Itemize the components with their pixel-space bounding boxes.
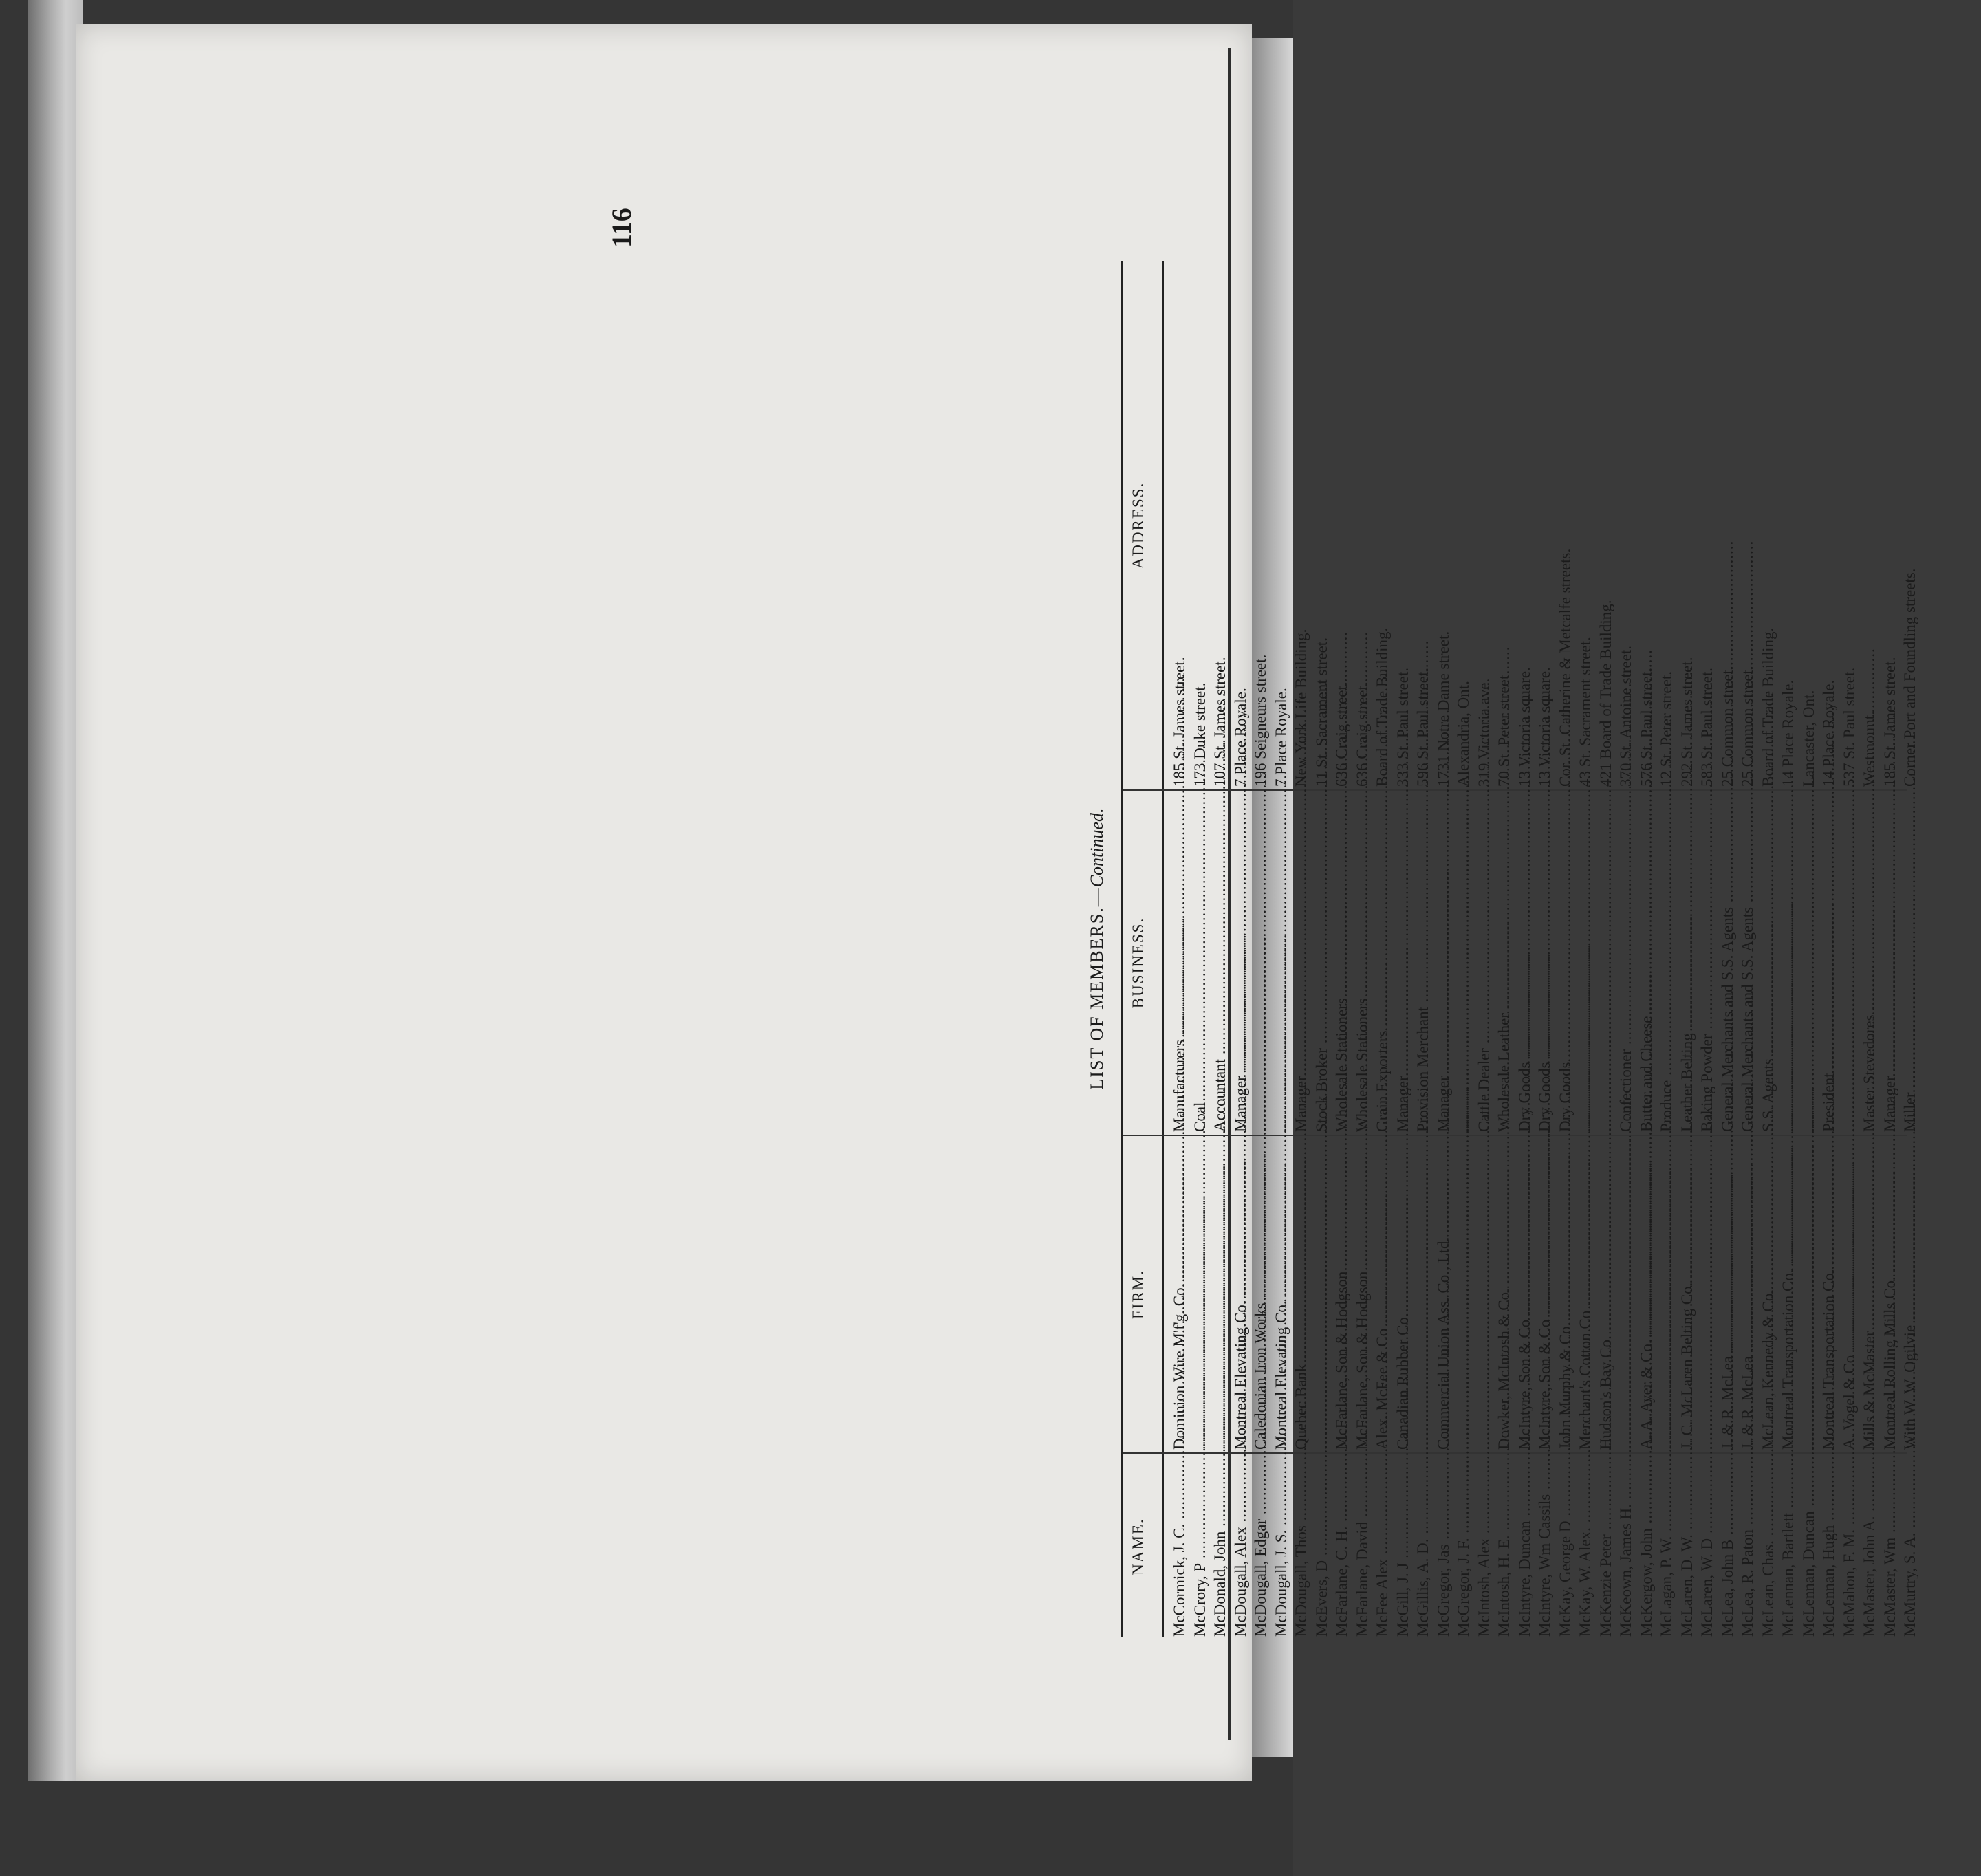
member-firm: J. & R. McLea ..... — [1738, 1139, 1758, 1450]
member-name: McLea, R. Paton ..... — [1738, 1457, 1758, 1637]
table-row — [1656, 261, 1677, 1637]
member-business: Accountant ..... — [1210, 794, 1231, 1132]
member-name: McEvers, D ..... — [1312, 1457, 1332, 1637]
member-address: 319 Victoria ave. — [1475, 678, 1493, 787]
member-firm: Mills & McMaster ..... — [1859, 1139, 1880, 1450]
member-name: McFarlane, C. H. ..... — [1332, 1457, 1352, 1637]
member-address: New York Life Building. — [1292, 629, 1310, 787]
member-address: 583 St. Paul street. — [1698, 667, 1715, 787]
member-business: Manager ..... — [1291, 794, 1312, 1132]
table-row — [1555, 261, 1576, 1637]
member-firm: McLean, Kennedy & Co. ..... — [1758, 1139, 1779, 1450]
member-business: Butter and Cheese ..... — [1636, 794, 1657, 1132]
table-row — [1494, 261, 1515, 1637]
member-address: 421 Board of Trade Building. — [1596, 600, 1614, 787]
member-business: Wholesale Stationers ..... — [1332, 794, 1352, 1132]
member-firm — [1210, 1139, 1231, 1450]
table-row — [1515, 261, 1535, 1637]
member-name: McDougall, Thos ..... — [1291, 1457, 1312, 1637]
table-row — [1636, 261, 1657, 1637]
member-business: Dry Goods ..... — [1535, 794, 1555, 1132]
member-business: Wholesale Leather ..... — [1494, 794, 1515, 1132]
members-list — [1087, 261, 1981, 1637]
table-row — [1900, 261, 1920, 1637]
column-header-name: NAME. — [1129, 1518, 1147, 1575]
member-firm: Canadian Rubber Co. ..... — [1393, 1139, 1414, 1450]
member-business: Cattle Dealer ..... — [1474, 794, 1495, 1132]
member-business: Coal ..... — [1190, 794, 1211, 1132]
member-address: 537 St. Paul street. — [1840, 667, 1858, 787]
table-row — [1312, 261, 1332, 1637]
table-row — [1210, 261, 1231, 1637]
table-row — [1839, 261, 1860, 1637]
table-row — [1372, 261, 1393, 1637]
member-business — [1271, 794, 1292, 1132]
member-name: McIntyre, Wm Cassils ..... — [1535, 1457, 1555, 1637]
table-row — [1596, 261, 1616, 1637]
table-row — [1352, 261, 1373, 1637]
member-address: 43 St. Sacrament street. — [1577, 637, 1594, 787]
member-name: McIntosh, Alex ..... — [1474, 1457, 1495, 1637]
table-row — [1231, 261, 1251, 1637]
member-firm: McIntyre, Son & Co ..... — [1515, 1139, 1535, 1450]
member-business: S.S. Agents ..... — [1758, 794, 1779, 1132]
member-firm: Quebec Bank ..... — [1291, 1139, 1312, 1450]
member-business: Manager ..... — [1231, 794, 1251, 1132]
member-business: Manager ..... — [1880, 794, 1901, 1132]
member-address: 7 Place Royale. — [1231, 688, 1249, 787]
member-name: McMaster, Wm ..... — [1880, 1457, 1901, 1637]
member-address: Cor. St. Catherine & Metcalfe streets. — [1556, 548, 1574, 787]
member-name: McLennan, Hugh ..... — [1819, 1457, 1839, 1637]
table-row — [1718, 261, 1738, 1637]
member-name: McLagan, P. W. ..... — [1656, 1457, 1677, 1637]
member-name: McGregor, Jas ..... — [1433, 1457, 1454, 1637]
table-row — [1474, 261, 1495, 1637]
table-row — [1697, 261, 1718, 1637]
member-business: Leather Belting ..... — [1677, 794, 1698, 1132]
column-header-business: BUSINESS. — [1129, 917, 1147, 1009]
member-business — [1251, 794, 1271, 1132]
member-firm — [1616, 1139, 1636, 1450]
member-firm: McFarlane, Son & Hodgson ..... — [1332, 1139, 1352, 1450]
member-name: McKenzie Peter ..... — [1596, 1457, 1616, 1637]
member-name: McKay, W. Alex. ..... — [1575, 1457, 1596, 1637]
member-business — [1575, 794, 1596, 1132]
member-firm — [1453, 1139, 1474, 1450]
member-business: Grain Exporters ..... — [1372, 794, 1393, 1132]
member-address: Alexandria, Ont. — [1455, 681, 1472, 787]
member-address: 636 Craig street. — [1353, 681, 1371, 787]
member-name: McDougall, J. S. ..... — [1271, 1457, 1292, 1637]
member-name: McFee Alex ..... — [1372, 1457, 1393, 1637]
member-firm: A. Vogel & Co ..... — [1839, 1139, 1860, 1450]
member-firm: Caledonian Iron Works ..... — [1251, 1139, 1271, 1450]
member-business: Baking Powder ..... — [1697, 794, 1718, 1132]
list-title-text: LIST OF MEMBERS. — [1087, 906, 1107, 1090]
table-row — [1251, 261, 1271, 1637]
table-header-rule — [1162, 261, 1164, 1637]
table-row — [1677, 261, 1698, 1637]
member-name: McDougall, Edgar ..... — [1251, 1457, 1271, 1637]
member-firm: McFarlane, Son & Hodgson ..... — [1352, 1139, 1373, 1450]
member-address: 12 St. Peter street. — [1658, 671, 1675, 787]
table-row — [1169, 261, 1190, 1637]
member-business: Dry Goods ..... — [1555, 794, 1576, 1132]
member-business: General Merchants and S.S. Agents ..... — [1738, 794, 1758, 1132]
column-header-firm: FIRM. — [1129, 1269, 1147, 1319]
member-name: McKergow, John ..... — [1636, 1457, 1657, 1637]
member-address: 636 Craig street. — [1333, 681, 1350, 787]
table-row — [1291, 261, 1312, 1637]
member-address: 14 Place Royale. — [1820, 679, 1837, 787]
member-firm — [1799, 1139, 1819, 1450]
member-address: 185 St. James street. — [1881, 657, 1898, 787]
member-address: 25 Common street. — [1739, 666, 1756, 787]
member-name: McLaren, W. D ..... — [1697, 1457, 1718, 1637]
member-name: McGill, J. J ..... — [1393, 1457, 1414, 1637]
table-row — [1616, 261, 1636, 1637]
member-business: Provision Merchant ..... — [1413, 794, 1433, 1132]
table-row — [1433, 261, 1454, 1637]
member-business: Manager ..... — [1433, 794, 1454, 1132]
member-firm: Merchant's Cotton Co ..... — [1575, 1139, 1596, 1450]
member-address: Lancaster, Ont. — [1799, 690, 1817, 787]
member-firm: Montreal Elevating Co. ..... — [1271, 1139, 1292, 1450]
member-name: McLean, Chas. ..... — [1758, 1457, 1779, 1637]
member-address: 25 Common street. — [1718, 666, 1736, 787]
member-firm: Montreal Transportation Co. ..... — [1778, 1139, 1799, 1450]
member-address: 13 Victoria square. — [1536, 667, 1553, 787]
member-name: McLennan, Duncan ..... — [1799, 1457, 1819, 1637]
table-row — [1535, 261, 1555, 1637]
member-firm — [1413, 1139, 1433, 1450]
member-address: 596 St. Paul street. — [1414, 667, 1431, 787]
member-business: Wholesale Stationers ..... — [1352, 794, 1373, 1132]
member-name: McCrory, P ..... — [1190, 1457, 1211, 1637]
member-address: 7 Place Royale. — [1272, 688, 1290, 787]
member-business — [1799, 794, 1819, 1132]
member-firm: Montreal Elevating Co. ..... — [1231, 1139, 1251, 1450]
member-name: McKeown, James H. ..... — [1616, 1457, 1636, 1637]
table-row — [1190, 261, 1211, 1637]
member-firm: Dowker, McIntosh & Co. ..... — [1494, 1139, 1515, 1450]
table-row — [1332, 261, 1352, 1637]
member-firm: Montreal Transportation Co. ..... — [1819, 1139, 1839, 1450]
list-title-continued: Continued. — [1087, 808, 1107, 888]
member-name: McGillis, A. D. ..... — [1413, 1457, 1433, 1637]
member-address: Board of Trade Building. — [1759, 627, 1777, 787]
member-name: McFarlane, David ..... — [1352, 1457, 1373, 1637]
member-address: 70 St. Peter street — [1495, 675, 1513, 787]
member-address: 11 St. Sacrament street. — [1312, 637, 1330, 787]
table-row — [1271, 261, 1292, 1637]
member-name: McLea, John B ..... — [1718, 1457, 1738, 1637]
member-business: Confectioner ..... — [1616, 794, 1636, 1132]
table-row — [1393, 261, 1414, 1637]
member-address: 292 St. James street. — [1678, 657, 1696, 787]
member-name: McGregor, J. F. ..... — [1453, 1457, 1474, 1637]
member-firm — [1474, 1139, 1495, 1450]
member-name: McMurtry, S. A. ..... — [1900, 1457, 1920, 1637]
table-row — [1758, 261, 1779, 1637]
member-business: Produce ..... — [1656, 794, 1677, 1132]
table-row — [1799, 261, 1819, 1637]
member-business: Miller ..... — [1900, 794, 1920, 1132]
member-name: McLennan, Bartlett ..... — [1778, 1457, 1799, 1637]
member-firm: J. C. McLaren Belting Co. ..... — [1677, 1139, 1698, 1450]
book-spine-edge — [28, 0, 83, 1781]
member-business: Stock Broker ..... — [1312, 794, 1332, 1132]
member-address: 13 Victoria square. — [1515, 667, 1533, 787]
member-business — [1778, 794, 1799, 1132]
member-business: Master Stevedores ..... — [1859, 794, 1880, 1132]
member-firm — [1697, 1139, 1718, 1450]
member-address: Westmount. — [1861, 711, 1878, 787]
member-business: Dry Goods ..... — [1515, 794, 1535, 1132]
member-address: 14 Place Royale. — [1779, 679, 1797, 787]
member-business: Manufacturers ..... — [1169, 794, 1190, 1132]
member-business — [1839, 794, 1860, 1132]
member-address: 185 St. James street. — [1171, 657, 1188, 787]
page-number-wrap — [605, 206, 653, 248]
member-business — [1453, 794, 1474, 1132]
member-name: McCormick, J. C. ..... — [1169, 1457, 1190, 1637]
member-address: 576 St. Paul street. — [1637, 667, 1655, 787]
table-row — [1859, 261, 1880, 1637]
member-business: General Merchants and S.S. Agents ..... — [1718, 794, 1738, 1132]
member-name: McIntosh, H. E. ..... — [1494, 1457, 1515, 1637]
member-name: McMahon, F. M. ..... — [1839, 1457, 1860, 1637]
member-firm: Montreal Rolling Mills Co. ..... — [1880, 1139, 1901, 1450]
member-firm — [1312, 1139, 1332, 1450]
member-name: McDougall, Alex ..... — [1231, 1457, 1251, 1637]
table-row — [1880, 261, 1901, 1637]
list-title: LIST OF MEMBERS.—Continued. — [1087, 808, 1107, 1090]
column-header-address: ADDRESS. — [1129, 481, 1147, 569]
member-name: McMaster, John A. ..... — [1859, 1457, 1880, 1637]
table-row — [1453, 261, 1474, 1637]
member-name: McIntyre, Duncan ..... — [1515, 1457, 1535, 1637]
member-address: 173 Duke street. — [1191, 682, 1209, 787]
member-business: Manager ..... — [1393, 794, 1414, 1132]
member-firm: Dominion Wire M'f'g. Co. ..... — [1169, 1139, 1190, 1450]
member-firm: With W. W. Ogilvie ..... — [1900, 1139, 1920, 1450]
member-firm: J. & R. McLea ..... — [1718, 1139, 1738, 1450]
member-firm — [1656, 1139, 1677, 1450]
member-address: 196 Seigneurs street. — [1252, 654, 1269, 787]
member-name: McKay, George D ..... — [1555, 1457, 1576, 1637]
member-firm: Alex. McFee & Co ..... — [1372, 1139, 1393, 1450]
member-address: 1731 Notre Dame street. — [1434, 631, 1452, 787]
member-firm: Commercial Union Ass. Co., Ltd. ..... — [1433, 1139, 1454, 1450]
table-top-rule — [1121, 261, 1123, 1637]
page-sheet — [76, 24, 1252, 1781]
table-row — [1575, 261, 1596, 1637]
table-row — [1738, 261, 1758, 1637]
member-address: 333 St. Paul street. — [1394, 667, 1411, 787]
member-address: 107 St. James street. — [1211, 657, 1228, 787]
member-name: McLaren, D. W. ..... — [1677, 1457, 1698, 1637]
member-firm: John Murphy & Co. ..... — [1555, 1139, 1576, 1450]
member-firm — [1190, 1139, 1211, 1450]
table-row — [1413, 261, 1433, 1637]
member-name: McDonald, John ..... — [1210, 1457, 1231, 1637]
member-business — [1596, 794, 1616, 1132]
table-row — [1819, 261, 1839, 1637]
member-business: President ..... — [1819, 794, 1839, 1132]
page-number: 116 — [606, 208, 637, 248]
member-address: Corner Port and Foundling streets. — [1901, 568, 1918, 787]
member-address: 370 St. Antoine street. — [1617, 645, 1634, 787]
member-address: Board of Trade Building. — [1374, 627, 1391, 787]
member-firm: Hudson's Bay Co. ..... — [1596, 1139, 1616, 1450]
table-row — [1778, 261, 1799, 1637]
table-body — [1169, 261, 1920, 1637]
member-firm: A. A. Ayer & Co. ..... — [1636, 1139, 1657, 1450]
member-firm: McIntyre, Son & Co ..... — [1535, 1139, 1555, 1450]
